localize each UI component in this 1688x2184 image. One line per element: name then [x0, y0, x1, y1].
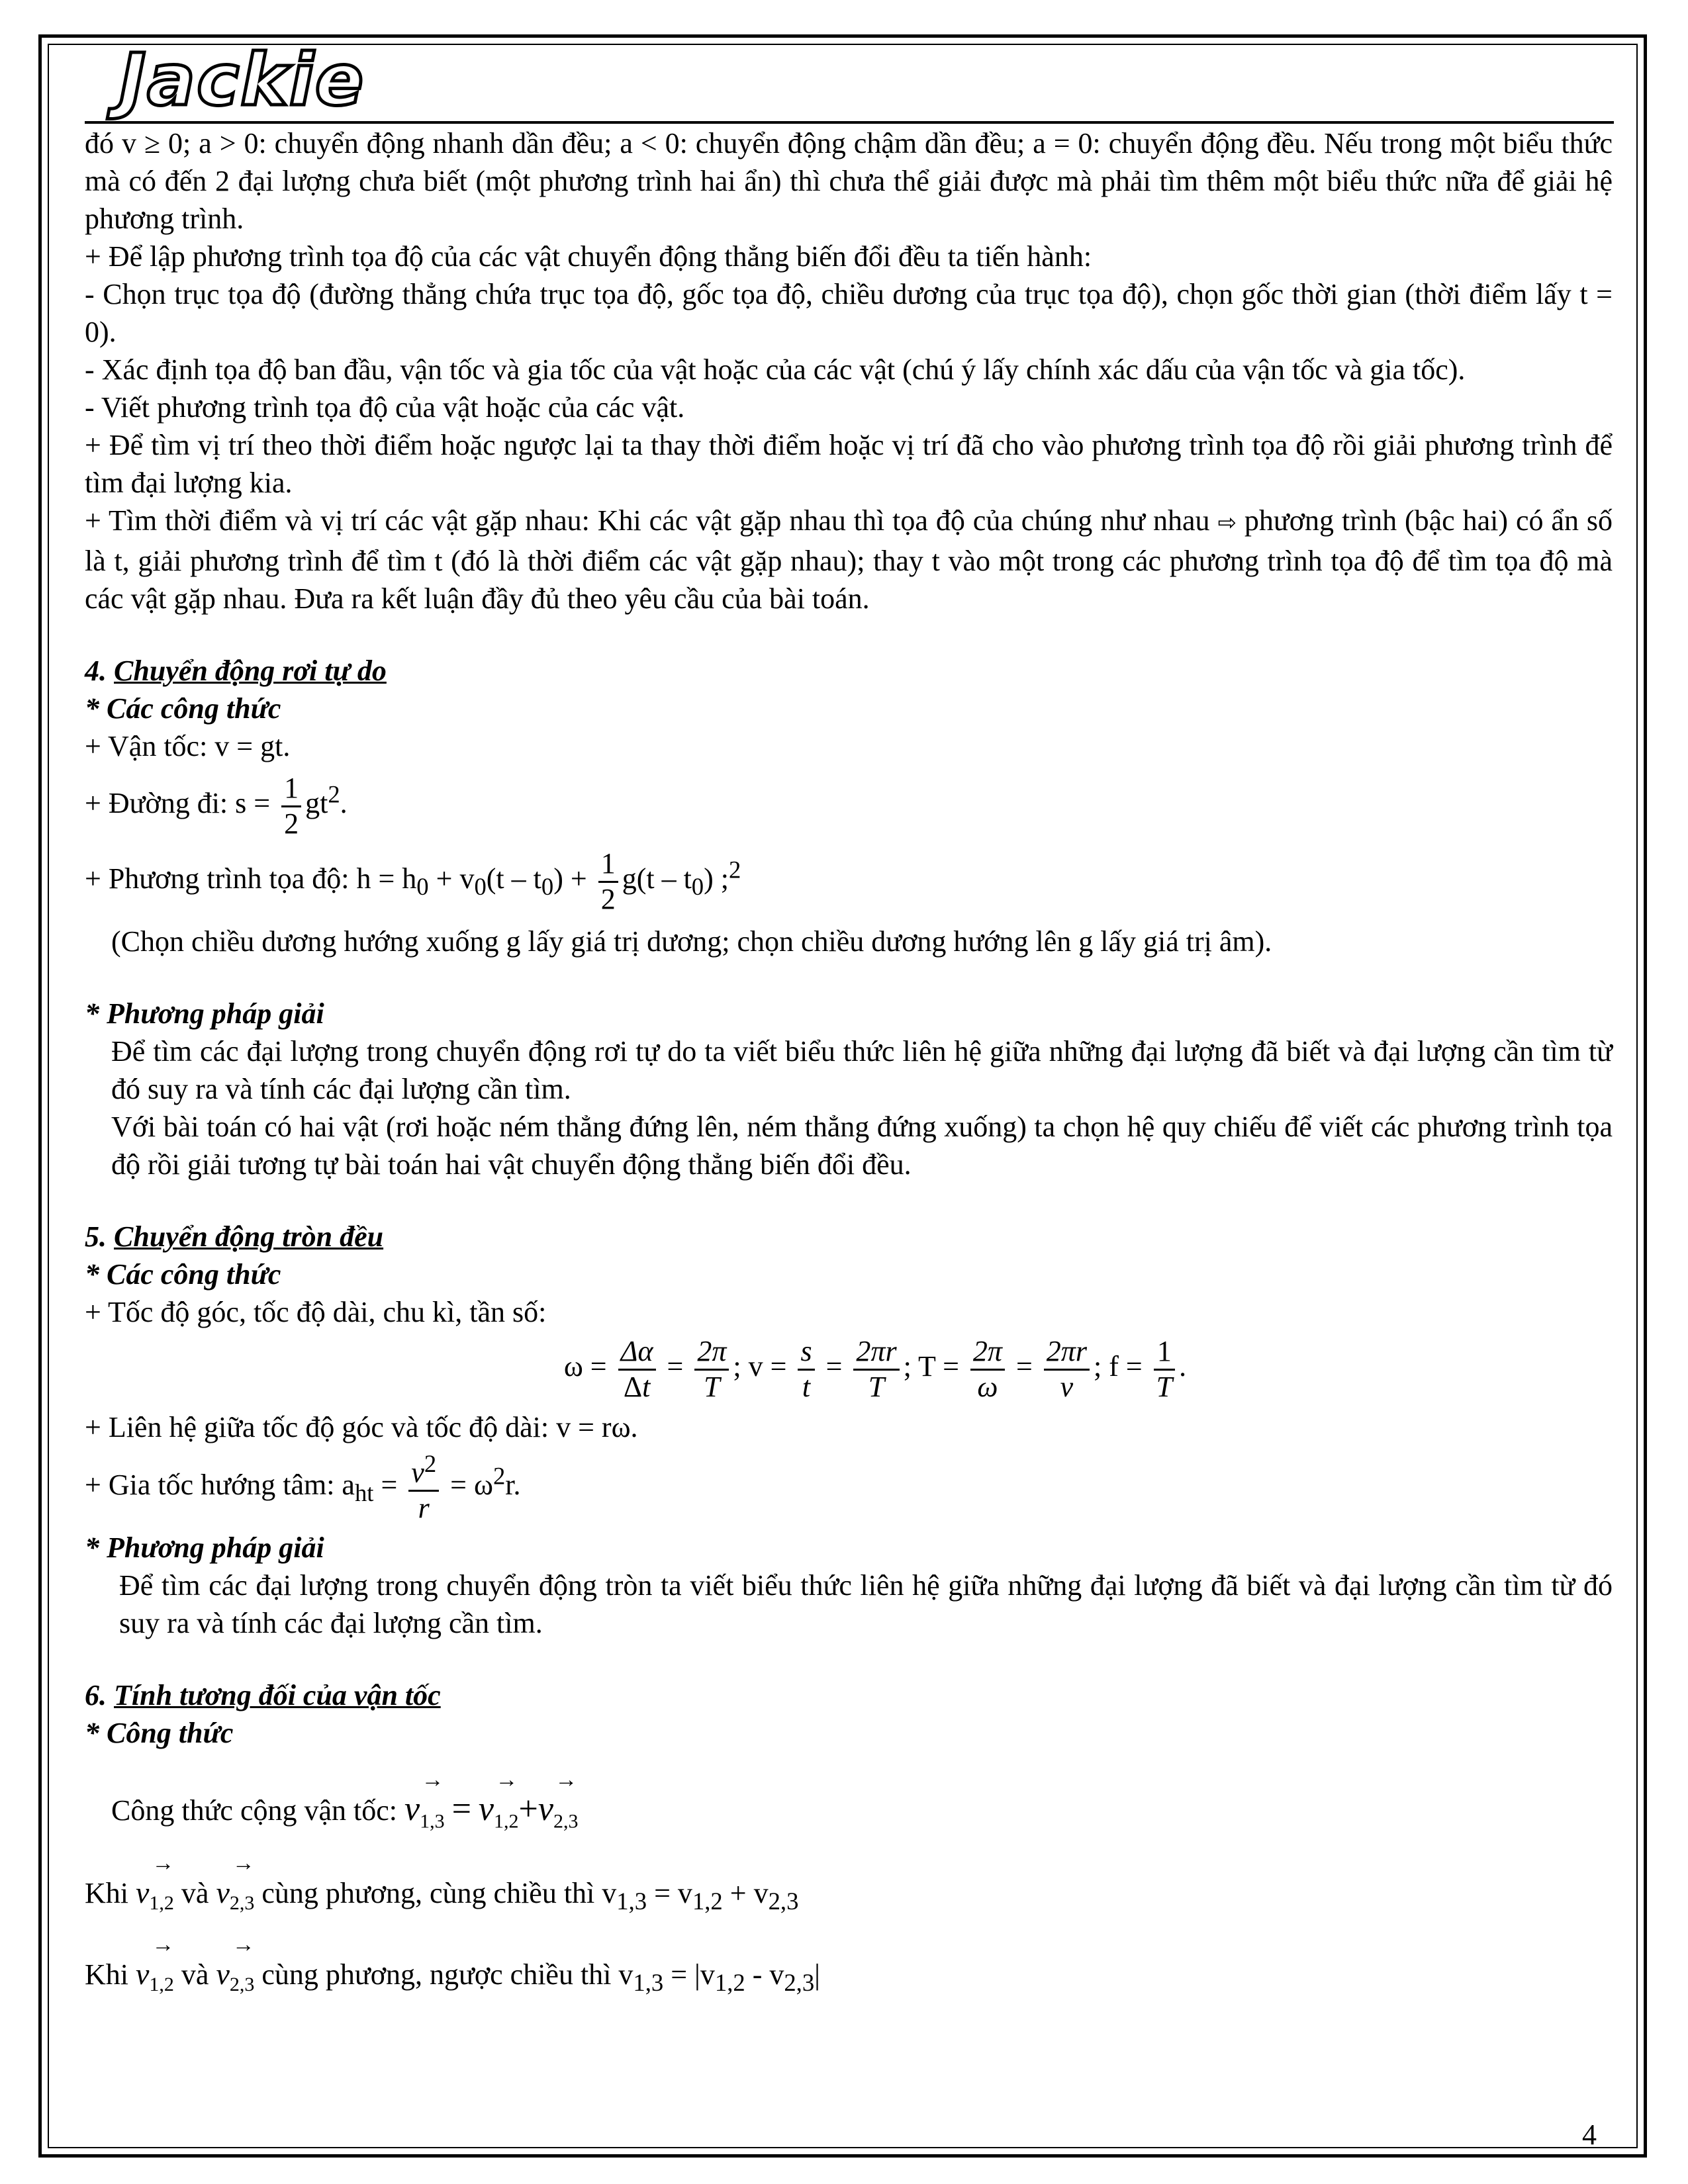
- intro-paragraph-7: + Tìm thời điểm và vị trí các vật gặp nhau: Khi các vật gặp nhau thì tọa độ của chúng như nhau ⇨ phương trình (bậc hai) có ẩn số là t, giải phương trình để tìm t (đó là thời điểm các vật gặp nhau); thay t vào một trong các phương trình tọa độ để tìm tọa độ mà các vật gặp nhau. Đưa ra kết luận đầy đủ theo yêu cầu của bài toán.: [85, 504, 1613, 615]
- section-6-formula-heading: * Công thức: [85, 1717, 234, 1750]
- fraction-one-half: $\frac{1}{2}$: [598, 847, 618, 916]
- s4-sign-note: (Chọn chiều dương hướng xuống g lấy giá trị dương; chọn chiều dương hướng lên g lấy giá trị âm).: [111, 925, 1272, 958]
- header-logo: Jackie: [119, 39, 365, 122]
- s5-circular-formulas: ω = $\frac{\Delta\alpha}{\Delta t}$ = $\frac{2\pi}{T}$ ; v = $\frac{s}{t}$ = $\frac{2\pi r}{T}$ ; T = $\frac{2\pi}{\omega}$ = $\frac{2\pi r}{v}$ ; f = $\frac{1}{T}$ .: [563, 1335, 1187, 1403]
- section-6-heading: 6. Tính tương đối của vận tốc: [85, 1679, 441, 1712]
- right-arrow-icon: ⇨: [1217, 510, 1237, 536]
- s4-distance-formula: + Đường đi: s = $\frac{1}{2}$ $gt^2$.: [85, 772, 348, 840]
- vector-v12: → $v_{1,2}$: [136, 1955, 174, 2003]
- intro-paragraph-3: - Chọn trục tọa độ (đường thẳng chứa trục tọa độ, gốc tọa độ, chiều dương của trục tọa độ), chọn gốc thời gian (thời điểm lấy t = 0).: [85, 278, 1613, 348]
- s5-relation-line: + Liên hệ giữa tốc độ góc và tốc độ dài: v = rω.: [85, 1410, 638, 1443]
- s5-quantities-line: + Tốc độ góc, tốc độ dài, chu kì, tần số:: [85, 1296, 547, 1329]
- s5-centripetal-acceleration: + Gia tốc hướng tâm: $a_{ht}$ = $\frac{v^2}{r}$ = $\omega^2r$.: [85, 1449, 521, 1524]
- intro-paragraph-6: + Để tìm vị trí theo thời điểm hoặc ngược lại ta thay thời điểm hoặc vị trí đã cho vào phương trình tọa độ rồi giải phương trình để tìm đại lượng kia.: [85, 429, 1613, 499]
- vector-v23: → $v_{2,3}$: [216, 1955, 254, 2003]
- s6-same-direction-case: Khi → $v_{1,2}$ và → $v_{2,3}$ cùng phương, cùng chiều thì $v_{1,3} = v_{1,2} + v_{2,3}$: [85, 1874, 1613, 1922]
- vector-v13: → $v_{1,3}$: [404, 1790, 445, 1840]
- document-body: [85, 124, 1613, 2003]
- section-5-heading: 5. Chuyển động tròn đều: [85, 1220, 384, 1253]
- s4-velocity-formula: + Vận tốc: v = gt.: [85, 730, 291, 762]
- s4-position-equation: + Phương trình tọa độ: $h = h_0 + v_0(t - t_0)$ + $\frac{1}{2}$ $g(t - t_0)$ ;$^2$: [85, 847, 741, 915]
- section-4-formulas-heading: * Các công thức: [85, 692, 281, 725]
- section-5-method-heading: * Phương pháp giải: [85, 1531, 324, 1565]
- s5-method-paragraph: Để tìm các đại lượng trong chuyển động tròn ta viết biểu thức liên hệ giữa những đại lượng đã biết và đại lượng cần tìm từ đó suy ra và tính các đại lượng cần tìm.: [119, 1569, 1613, 1640]
- intro-paragraph-5: - Viết phương trình tọa độ của vật hoặc của các vật.: [85, 391, 685, 424]
- s6-velocity-addition: Công thức cộng vận tốc: → $v_{1,3}$ = → $v_{1,2}+\to v_{2,3}$: [85, 1790, 1613, 1840]
- section-5-formulas-heading: * Các công thức: [85, 1258, 281, 1291]
- vector-v23: → $v_{2,3}$: [216, 1874, 254, 1922]
- intro-paragraph-1: đó v ≥ 0; a > 0: chuyển động nhanh dần đều; a < 0: chuyển động chậm dần đều; a = 0: chuyển động đều. Nếu trong một biểu thức mà có đến 2 đại lượng chưa biết (một phương trình hai ẩn) thì chưa thể giải được mà phải tìm thêm một biểu thức nữa để giải hệ phương trình.: [85, 127, 1613, 235]
- section-4-heading: 4. Chuyển động rơi tự do: [85, 655, 387, 687]
- fraction-one-half: $\frac{1}{2}$: [281, 772, 301, 841]
- s6-opposite-direction-case: Khi → $v_{1,2}$ và → $v_{2,3}$ cùng phương, ngược chiều thì $v_{1,3} = |v_{1,2} - v_{2,3}|$: [85, 1955, 1613, 2003]
- vector-v23: → $v_{2,3}$: [538, 1790, 579, 1840]
- s4-method-paragraph-2: Với bài toán có hai vật (rơi hoặc ném thẳng đứng lên, ném thẳng đứng xuống) ta chọn hệ quy chiếu để viết các phương trình tọa độ rồi giải tương tự bài toán hai vật chuyển động thẳng biến đổi đều.: [111, 1111, 1613, 1181]
- intro-paragraph-4: - Xác định tọa độ ban đầu, vận tốc và gia tốc của vật hoặc của các vật (chú ý lấy chính xác dấu của vận tốc và gia tốc).: [85, 353, 1466, 386]
- s4-method-paragraph-1: Để tìm các đại lượng trong chuyển động rơi tự do ta viết biểu thức liên hệ giữa những đại lượng đã biết và đại lượng cần tìm từ đó suy ra và tính các đại lượng cần tìm.: [111, 1035, 1613, 1106]
- vector-v12: → $v_{1,2}$: [479, 1790, 519, 1840]
- vector-v12: → $v_{1,2}$: [136, 1874, 174, 1922]
- section-4-method-heading: * Phương pháp giải: [85, 997, 324, 1030]
- header-rule: [85, 121, 1614, 124]
- intro-paragraph-2: + Để lập phương trình tọa độ của các vật chuyển động thẳng biến đổi đều ta tiến hành:: [85, 240, 1092, 273]
- page-number: 4: [1582, 2118, 1597, 2151]
